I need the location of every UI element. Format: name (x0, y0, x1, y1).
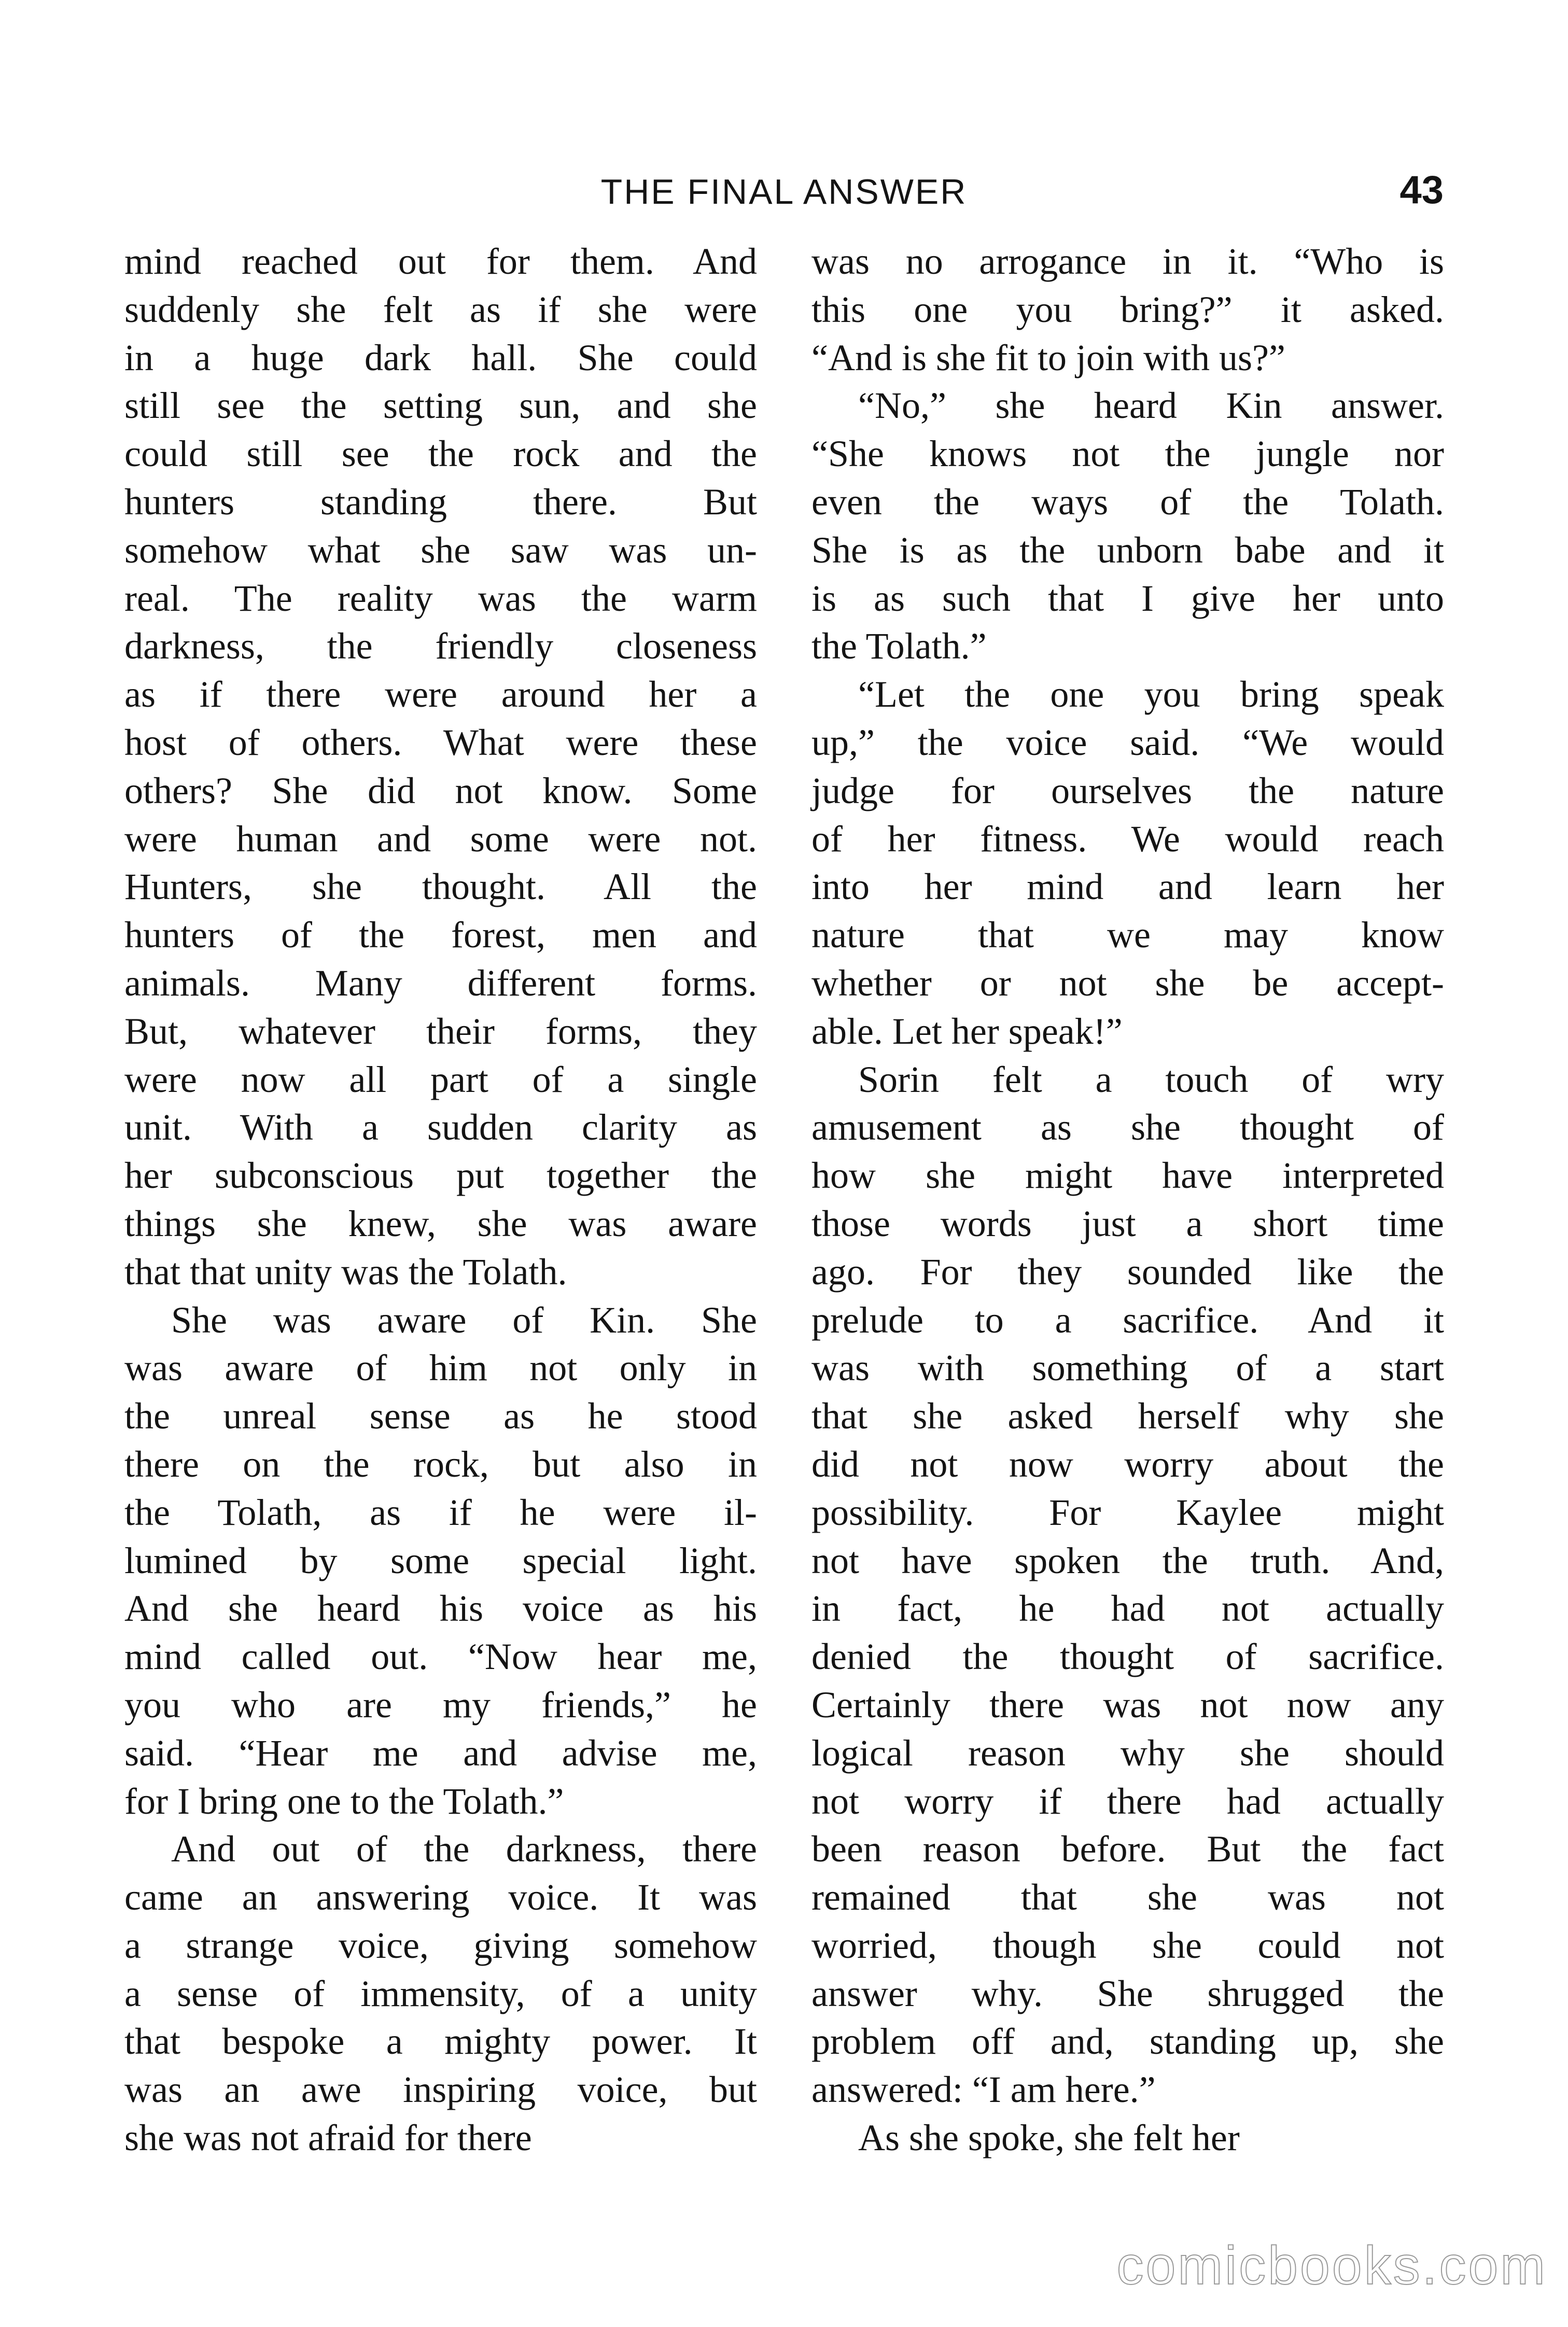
text-line: things she knew, she was aware (124, 1202, 757, 1244)
text-line: remained that she was not (811, 1876, 1444, 1918)
text-line: prelude to a sacrifice. And it (811, 1299, 1444, 1341)
text-line: a sense of immensity, of a unity (124, 1972, 757, 2014)
text-line: was aware of him not only in (124, 1347, 757, 1389)
text-line: you who are my friends,” he (124, 1684, 757, 1726)
text-line: darkness, the friendly closeness (124, 625, 757, 667)
text-line: “Let the one you bring speak (858, 674, 1444, 716)
text-line: suddenly she felt as if she were (124, 288, 757, 330)
text-line: whether or not she be accept- (811, 962, 1444, 1004)
page-number: 43 (1399, 168, 1444, 212)
text-line: mind called out. “Now hear me, (124, 1636, 757, 1678)
text-line: the unreal sense as he stood (124, 1395, 757, 1437)
text-line: were now all part of a single (124, 1058, 757, 1100)
text-line: could still see the rock and the (124, 433, 757, 475)
text-line: She is as the unborn babe and it (811, 529, 1444, 571)
text-line: her subconscious put together the (124, 1155, 757, 1197)
text-column-right (811, 237, 1444, 2162)
text-line: was with something of a start (811, 1347, 1444, 1389)
text-line: denied the thought of sacrifice. (811, 1636, 1444, 1678)
text-line: animals. Many different forms. (124, 962, 757, 1004)
text-line: “And is she fit to join with us?” (811, 337, 1285, 379)
text-line: came an answering voice. It was (124, 1876, 757, 1918)
text-line: unit. With a sudden clarity as (124, 1106, 757, 1148)
text-column-left (124, 237, 757, 2162)
text-line: host of others. What were these (124, 721, 757, 763)
text-line: answered: “I am here.” (811, 2069, 1156, 2111)
text-line: of her fitness. We would reach (811, 818, 1444, 860)
running-header-title: THE FINAL ANSWER (600, 172, 968, 212)
text-line: this one you bring?” it asked. (811, 288, 1444, 330)
text-line: nature that we may know (811, 914, 1444, 956)
text-line: in fact, he had not actually (811, 1588, 1444, 1630)
text-line: Sorin felt a touch of wry (858, 1058, 1444, 1100)
text-line: been reason before. But the fact (811, 1828, 1444, 1870)
text-line: somehow what she saw was un- (124, 529, 757, 571)
text-line: she was not afraid for there (124, 2117, 532, 2159)
text-line: lumined by some special light. (124, 1539, 757, 1581)
text-line: But, whatever their forms, they (124, 1010, 757, 1052)
text-line: And out of the darkness, there (171, 1828, 757, 1870)
text-line: ago. For they sounded like the (811, 1251, 1444, 1293)
watermark-text: comicbooks.com (1116, 2236, 1547, 2296)
text-line: a strange voice, giving somehow (124, 1924, 757, 1966)
text-line: was an awe inspiring voice, but (124, 2069, 757, 2111)
text-line: She was aware of Kin. She (171, 1299, 757, 1341)
text-line: real. The reality was the warm (124, 577, 757, 619)
text-line: said. “Hear me and advise me, (124, 1732, 757, 1774)
text-line: hunters of the forest, men and (124, 914, 757, 956)
text-line: was no arrogance in it. “Who is (811, 241, 1444, 282)
text-line: up,” the voice said. “We would (811, 721, 1444, 763)
text-line: for I bring one to the Tolath.” (124, 1780, 564, 1822)
text-line: that that unity was the Tolath. (124, 1251, 567, 1293)
text-line: not have spoken the truth. And, (811, 1539, 1444, 1581)
text-line: “She knows not the jungle nor (811, 433, 1444, 475)
text-line: logical reason why she should (811, 1732, 1444, 1774)
text-line: even the ways of the Tolath. (811, 481, 1444, 523)
text-line: is as such that I give her unto (811, 577, 1444, 619)
text-line: as if there were around her a (124, 674, 757, 716)
text-line: amusement as she thought of (811, 1106, 1444, 1148)
text-line: were human and some were not. (124, 818, 757, 860)
text-line: And she heard his voice as his (124, 1588, 757, 1630)
text-line: how she might have interpreted (811, 1155, 1444, 1197)
text-line: mind reached out for them. And (124, 241, 757, 282)
text-line: those words just a short time (811, 1202, 1444, 1244)
text-line: Hunters, she thought. All the (124, 866, 757, 908)
text-line: the Tolath, as if he were il- (124, 1491, 757, 1533)
text-line: did not now worry about the (811, 1443, 1444, 1485)
text-line: able. Let her speak!” (811, 1010, 1123, 1052)
text-line: others? She did not know. Some (124, 769, 757, 811)
text-line: that bespoke a mighty power. It (124, 2021, 757, 2063)
text-line: still see the setting sun, and she (124, 385, 757, 427)
text-line: into her mind and learn her (811, 866, 1444, 908)
text-line: judge for ourselves the nature (811, 769, 1444, 811)
text-line: not worry if there had actually (811, 1780, 1444, 1822)
text-line: answer why. She shrugged the (811, 1972, 1444, 2014)
text-line: in a huge dark hall. She could (124, 337, 757, 379)
text-line: there on the rock, but also in (124, 1443, 757, 1485)
text-line: Certainly there was not now any (811, 1684, 1444, 1726)
text-line: “No,” she heard Kin answer. (858, 385, 1444, 427)
text-line: As she spoke, she felt her (858, 2117, 1240, 2159)
text-line: possibility. For Kaylee might (811, 1491, 1444, 1533)
text-line: worried, though she could not (811, 1924, 1444, 1966)
text-line: hunters standing there. But (124, 481, 757, 523)
text-line: problem off and, standing up, she (811, 2021, 1444, 2063)
text-line: that she asked herself why she (811, 1395, 1444, 1437)
text-line: the Tolath.” (811, 625, 987, 667)
